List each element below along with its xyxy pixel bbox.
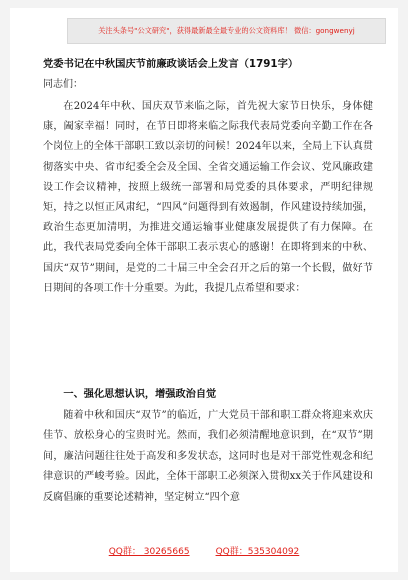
- promo-banner: 关注头条号"公文研究"，获得最新最全最专业的公文资料库！ 微信：gongwenyj: [67, 18, 386, 44]
- paragraph-intro: 在2024年中秋、国庆双节来临之际，首先祝大家节日快乐，身体健康，阖家幸福！同时，在节日即将来临之际我代表局党委向辛勤工作在各个岗位上的全体干部职工致以亲切的问候！2024年以来，全局上下认真贯彻落实中央、省市纪委全会及全国、全省交通运输工作会议、党风廉政建设工作会议精神，按照上级统一部署和局党委的具体要求，严明纪律规矩，持之以恒正风肃纪，“四风”问题得到有效遏制，作风建设持续加强，政治生态更加清明，为推进交通运输事业健康发展提供了有力保障。在此，我代表局党委向全体干部职工表示衷心的感谢！在即将到来的中秋、国庆“双节”期间，是党的二十届三中全会召开之后的第一个长假，做好节日期间的各项工作十分重要。为此，我提几点希望和要求：: [43, 101, 373, 294]
- footer-contacts: [10, 544, 398, 557]
- section-heading-1: 一、强化思想认识，增强政治自觉: [63, 389, 217, 400]
- qq-group-link-1[interactable]: QQ群： 30265665: [108, 547, 190, 557]
- qq-group-link-2[interactable]: QQ群：535304092: [215, 547, 300, 557]
- salutation: 同志们：: [43, 79, 83, 90]
- document-title: 党委书记在中秋国庆节前廉政谈话会上发言（1791字）: [43, 58, 299, 70]
- paragraph-section-1: 随着中秋和国庆“双节”的临近，广大党员干部和职工群众将迎来欢庆佳节、放松身心的宝贵时光。然而，我们必须清醒地意识到，在“双节”期间，廉洁问题往往处于高发和多发状态，这同时也是对干部党性观念和纪律意识的严峻考验。因此，全体干部职工必须深入贯彻xx关于作风建设和反腐倡廉的重要论述精神，坚定树立“四个意: [43, 410, 373, 503]
- document-page: [10, 8, 398, 572]
